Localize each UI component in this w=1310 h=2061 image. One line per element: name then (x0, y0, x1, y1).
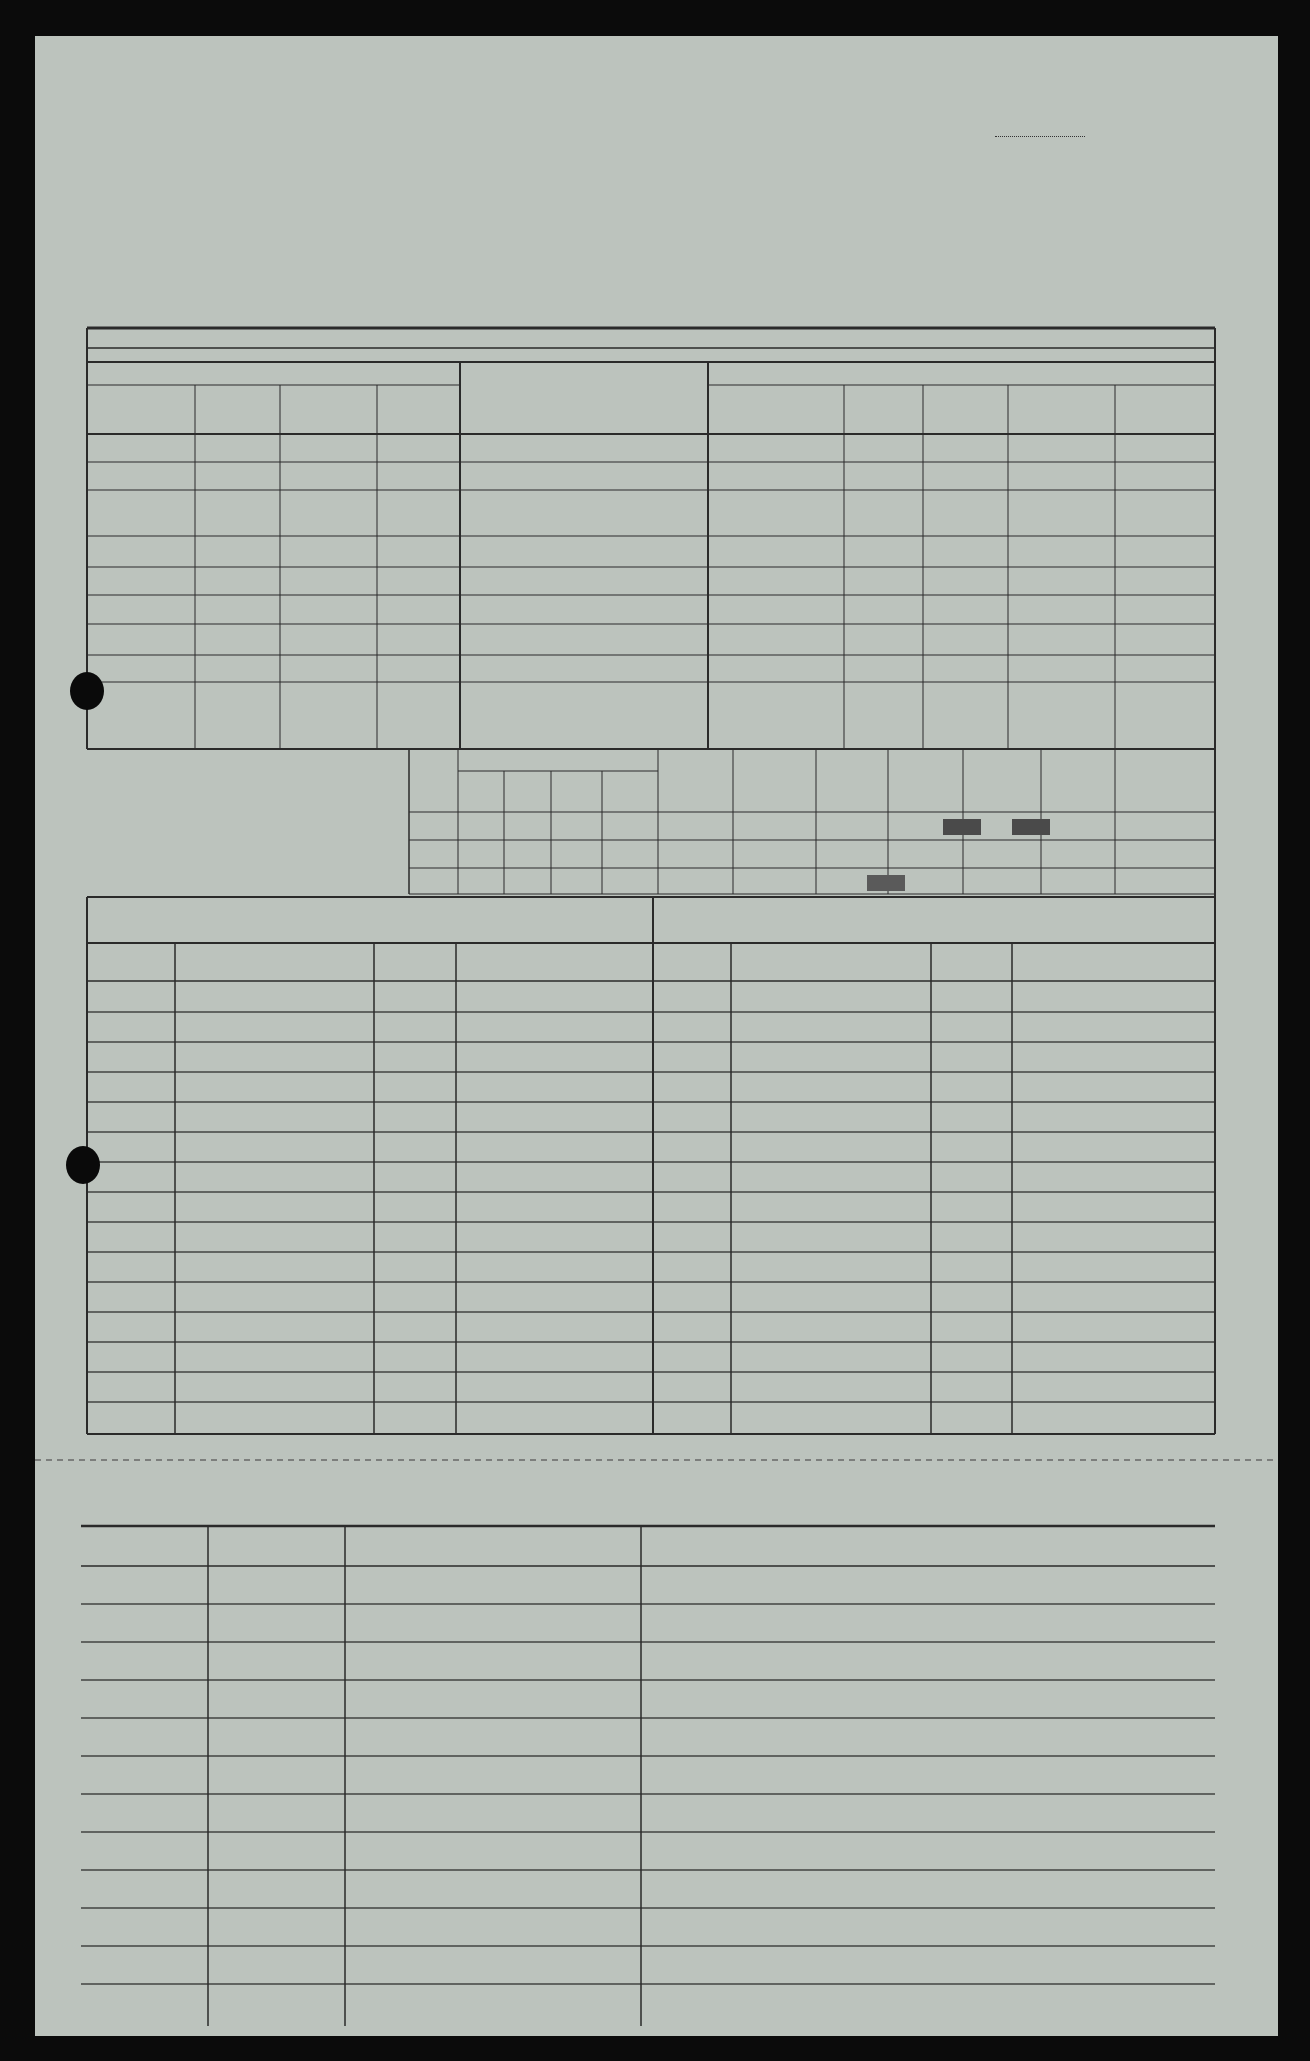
form-sheet (35, 36, 1278, 2036)
punch-hole-bottom (66, 1146, 100, 1184)
form-rules (35, 36, 1278, 2036)
redaction-ran (943, 819, 981, 835)
punch-hole-top (70, 672, 104, 710)
redaction-civil (867, 875, 905, 891)
redaction-raaf (1012, 819, 1050, 835)
